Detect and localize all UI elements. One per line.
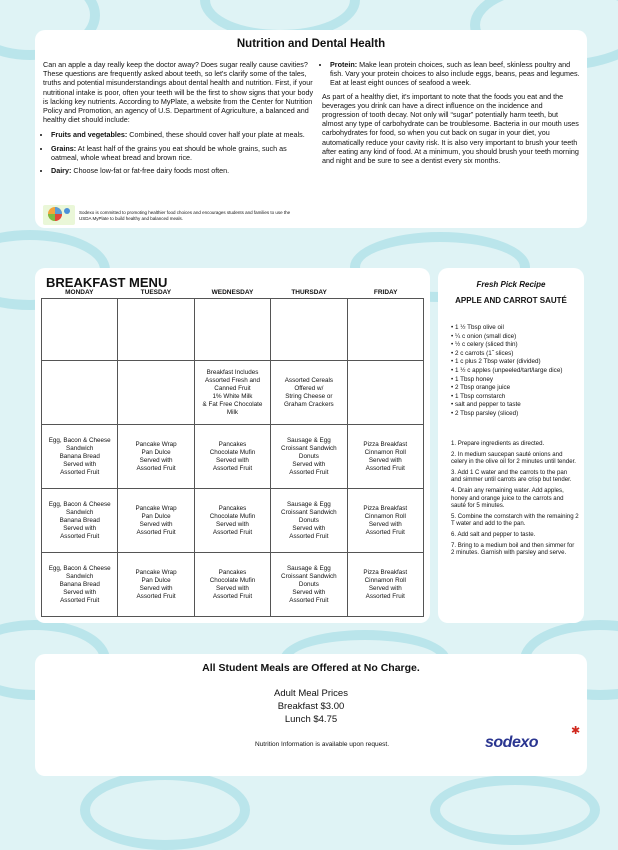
menu-cell: Pancake Wrap Pan Dulce Served with Assorted Fruit [118,553,194,617]
menu-cell: Pancakes Chocolate Mufin Served with Assorted Fruit [194,489,270,553]
table-row [42,299,424,361]
menu-cell: Egg, Bacon & Cheese Sandwich Banana Bread Served with Assorted Fruit [42,425,118,489]
list-item: • 1 Tbsp cornstarch [451,393,579,402]
prices-heading: Adult Meal Prices [274,688,348,699]
menu-cell [118,361,194,425]
list-item: • 1 ½ Tbsp olive oil [451,324,579,333]
list-item: • 1 Tbsp honey [451,376,579,385]
item-text: At least half of the grains you eat should be whole grains, such as oatmeal, whole wheat bread and brown rice. [51,143,287,162]
item-text: Combined, these should cover half your plate at meals. [127,130,305,140]
recipe-kicker: Fresh Pick Recipe [476,280,546,289]
menu-title: BREAKFAST MENU [46,275,168,290]
menu-cell [118,299,194,361]
nutrition-closing: As part of a healthy diet, it's important to note that the foods you eat and the beverages you drink can have a direct influence on the incidence and progression of tooth decay. Not only will “sugar” potentially harm teeth, but almost any type of carbohydrate can be troublesome. Bacteria in our mouth uses carbohydrates for food, so when you cut back on sugar in your diet, you automatically reduce your cavity risk. It is also very important to brush your teeth after eating any kind of food. At a minimum, you should brush your teeth morning and night and be sure to see a dentist every six months. [322,91,579,166]
item-label: Grains: [51,143,77,153]
menu-cell: Sausage & Egg Croissant Sandwich Donuts Served with Assorted Fruit [271,553,347,617]
table-row [42,489,424,553]
nutrition-title: Nutrition and Dental Health [236,38,386,50]
list-item [51,166,315,175]
menu-cell: Breakfast Includes Assorted Fresh and Canned Fruit 1% White Milk & Fat Free Chocolate Milk [194,361,270,425]
star-icon: ✱ [571,725,581,737]
list-item: 1. Prepare ingredients as directed. [451,440,545,447]
nutrition-list [322,60,580,88]
item-label: Fruits and vegetables: [51,130,128,140]
menu-cell [271,299,347,361]
list-item [330,60,580,88]
nutrition-list [43,130,315,175]
lunch-price: Lunch $4.75 [284,714,338,725]
menu-cell: Pancake Wrap Pan Dulce Served with Assorted Fruit [118,489,194,553]
recipe-panel [438,268,584,623]
list-item: • 2 c carrots (1˝ slices) [451,350,579,359]
menu-cell: Pizza Breakfast Cinnamon Roll Served with Assorted Fruit [347,553,423,617]
nutrition-intro: Can an apple a day really keep the doctor away? Does sugar really cause cavities? These questions are frequently asked about teeth, so let's clarify some of the tales, truths and potential misunderstandings about dental health and nutrition. First, if your nutritional intake is poor, often your teeth will be the first to show signs that your body is lacking key nutrients. According to MyPlate, a website from the Center for Nutrition Policy and Promotion, an agency of U.S. Department of Agriculture, a balanced and healthy diet should include: [43,60,314,125]
list-item: • 1 c plus 2 Tbsp water (divided) [451,358,579,367]
nutrition-right-column [322,60,580,171]
day-header: TUESDAY [140,289,172,296]
list-item: • 2 Tbsp orange juice [451,384,579,393]
menu-cell: Pizza Breakfast Cinnamon Roll Served with Assorted Fruit [347,489,423,553]
list-item: 2. In medium saucepan sauté onions and celery in the olive oil for 2 minutes until tender. [451,450,576,466]
list-item: 5. Combine the cornstarch with the remaining 2 T water and add to the pan. [451,512,579,528]
menu-cell: Pizza Breakfast Cinnamon Roll Served with Assorted Fruit [347,425,423,489]
menu-cell: Pancake Wrap Pan Dulce Served with Assorted Fruit [118,425,194,489]
list-item: • ½ c celery (sliced thin) [451,341,579,350]
table-row [42,425,424,489]
item-label: Dairy: [51,166,72,176]
breakfast-price: Breakfast $3.00 [277,701,345,712]
day-header: WEDNESDAY [211,289,254,296]
recipe-steps [451,440,579,560]
list-item: • salt and pepper to taste [451,401,579,410]
footer-panel [35,654,587,776]
item-text: Make lean protein choices, such as lean beef, skinless poultry and fish. Vary your protein choices to also include eggs, beans, peas and legumes. Eat at least eight ounces of seafood a week. [330,60,580,88]
list-item: 7. Bring to a medium boil and then simmer for 2 minutes. Garnish with parsley and serve. [451,541,575,557]
menu-cell [42,299,118,361]
item-label: Protein: [330,60,358,69]
menu-cell: Pancakes Chocolate Mufin Served with Assorted Fruit [194,425,270,489]
menu-table [41,298,424,617]
menu-cell: Assorted Cereals Offered w/ String Cheese or Graham Crackers [271,361,347,425]
list-item [51,130,315,139]
list-item: • ¼ c onion (small dice) [451,333,579,342]
menu-cell: Egg, Bacon & Cheese Sandwich Banana Bread Served with Assorted Fruit [42,553,118,617]
table-row [42,553,424,617]
day-header: FRIDAY [373,289,398,296]
list-item: 4. Drain any remaining water. Add apples, honey and orange juice to the carrots and sauté for 5 minutes. [451,486,564,510]
menu-cell [42,361,118,425]
menu-cell [347,299,423,361]
nutrition-info-note: Nutrition Information is available upon request. [255,741,390,748]
list-item: • 2 Tbsp parsley (sliced) [451,410,579,419]
day-headers [41,289,424,296]
background-stroke [430,775,600,845]
menu-cell [347,361,423,425]
background-stroke [80,770,250,850]
list-item [51,144,315,162]
menu-cell [194,299,270,361]
menu-cell: Pancakes Chocolate Mufin Served with Assorted Fruit [194,553,270,617]
menu-cell: Sausage & Egg Croissant Sandwich Donuts Served with Assorted Fruit [271,425,347,489]
menu-panel [35,268,430,623]
menu-cell: Egg, Bacon & Cheese Sandwich Banana Bread Served with Assorted Fruit [42,489,118,553]
table-row [42,361,424,425]
list-item: 6. Add salt and pepper to taste. [451,530,536,538]
no-charge-notice: All Student Meals are Offered at No Charge. [202,662,420,674]
day-header: MONDAY [65,289,94,296]
ingredient-list [451,324,579,419]
myplate-logo [43,205,75,225]
myplate-note: Sodexo is committed to promoting healthier food choices and encourages students and families to use the USDA MyPlate to build healthy and balanced meals. [79,210,291,221]
recipe-title: APPLE AND CARROT SAUTÉ [455,296,567,305]
sodexo-logo: sodexo [485,734,539,751]
list-item: 3. Add 1 C water and the carrots to the pan and simmer until carrots are crisp but tender. [451,468,572,484]
nutrition-panel [35,30,587,228]
menu-cell: Sausage & Egg Croissant Sandwich Donuts Served with Assorted Fruit [271,489,347,553]
day-header: THURSDAY [291,289,327,296]
nutrition-left-column [43,60,315,179]
item-text: Choose low-fat or fat-free dairy foods most often. [71,166,230,176]
list-item: • 1 ½ c apples (unpeeled/tart/large dice) [451,367,579,376]
